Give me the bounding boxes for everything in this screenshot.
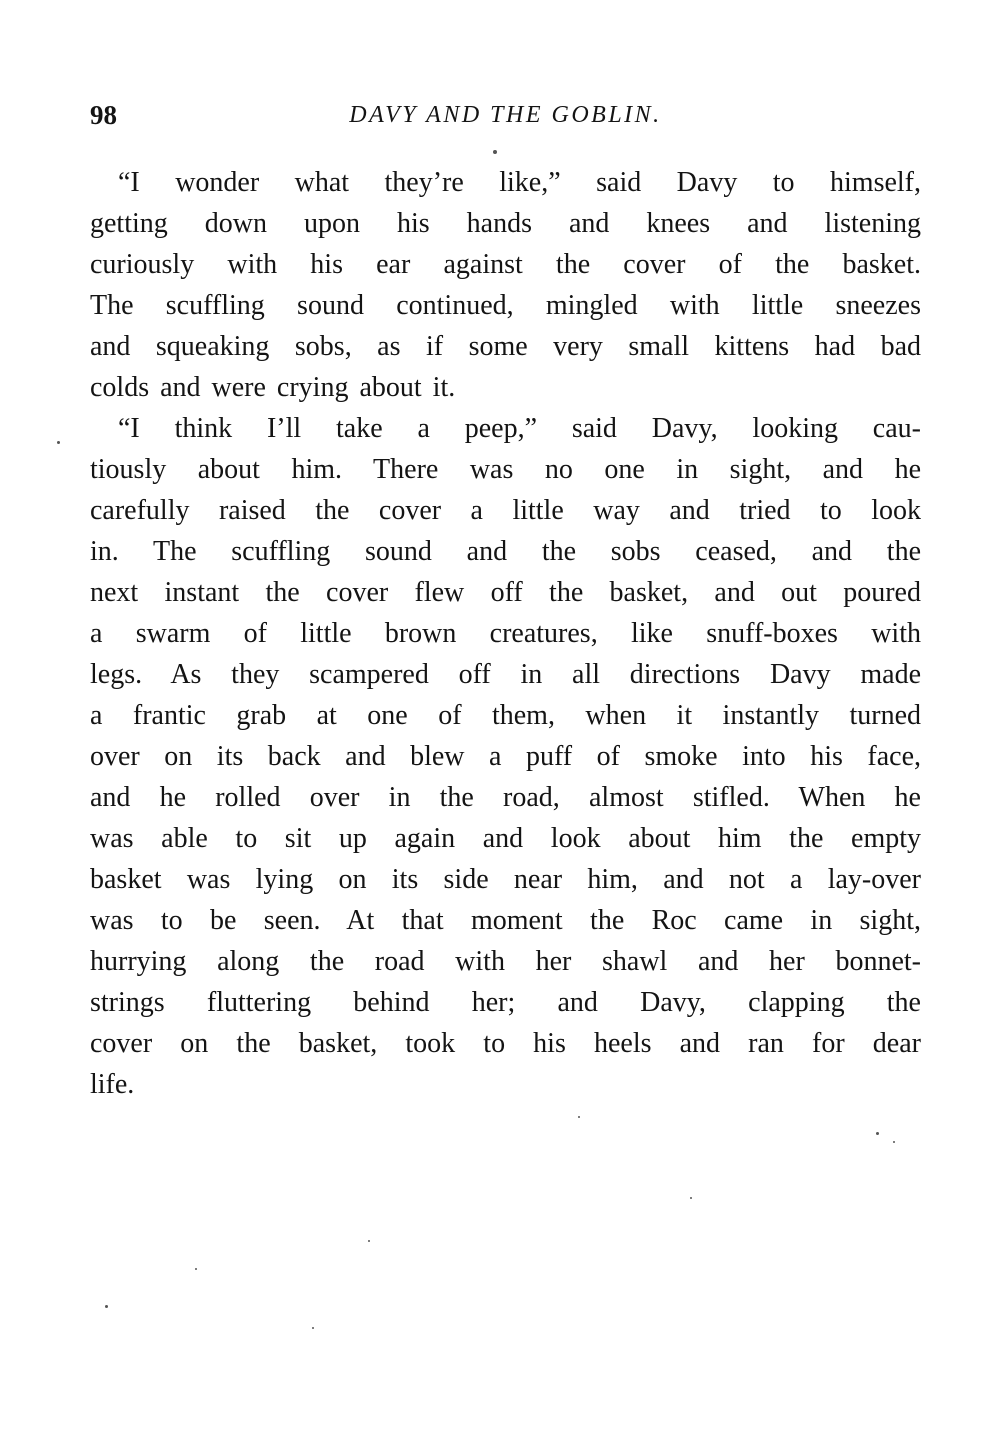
text-line: curiously with his ear against the cover of the basket.	[90, 249, 921, 280]
text-line: legs. As they scampered off in all directions Davy made	[90, 659, 921, 690]
text-line: life.	[90, 1069, 135, 1100]
text-line: cover on the basket, took to his heels and ran for dear	[90, 1028, 921, 1059]
text-line: next instant the cover flew off the basket, and out poured	[90, 577, 921, 608]
scan-speck	[105, 1305, 108, 1308]
text-line: was to be seen. At that moment the Roc came in sight,	[90, 905, 921, 936]
text-line: over on its back and blew a puff of smoke into his face,	[90, 741, 921, 772]
paragraph-2	[90, 408, 921, 1105]
text-line: and squeaking sobs, as if some very small kittens had bad	[90, 331, 921, 362]
scan-speck	[312, 1327, 314, 1329]
text-line: and he rolled over in the road, almost stifled. When he	[90, 782, 921, 813]
page-header	[90, 100, 921, 140]
text-line: The scuffling sound continued, mingled with little sneezes	[90, 290, 921, 321]
scan-speck	[195, 1268, 197, 1270]
text-line: basket was lying on its side near him, and not a lay-over	[90, 864, 921, 895]
text-line: a swarm of little brown creatures, like snuff-boxes with	[90, 618, 921, 649]
text-line: was able to sit up again and look about him the empty	[90, 823, 921, 854]
running-title: DAVY AND THE GOBLIN.	[349, 102, 662, 128]
body-text	[90, 162, 921, 1105]
scan-speck	[57, 441, 60, 444]
text-line: carefully raised the cover a little way and tried to look	[90, 495, 921, 526]
page-number: 98	[90, 100, 117, 130]
paragraph-1	[90, 162, 921, 408]
scan-speck	[893, 1141, 895, 1143]
text-line: a frantic grab at one of them, when it instantly turned	[90, 700, 921, 731]
text-line: “I think I’ll take a peep,” said Davy, looking cau-	[118, 413, 921, 444]
scan-speck	[690, 1197, 692, 1199]
text-line: strings fluttering behind her; and Davy, clapping the	[90, 987, 921, 1018]
text-line: colds and were crying about it.	[90, 372, 456, 403]
scan-speck	[493, 150, 497, 154]
text-line: “I wonder what they’re like,” said Davy to himself,	[118, 167, 921, 198]
scan-speck	[368, 1240, 370, 1242]
text-line: in. The scuffling sound and the sobs ceased, and the	[90, 536, 921, 567]
text-line: hurrying along the road with her shawl and her bonnet-	[90, 946, 921, 977]
scan-speck	[876, 1132, 879, 1135]
scan-speck	[578, 1116, 580, 1118]
text-line: tiously about him. There was no one in sight, and he	[90, 454, 921, 485]
text-line: getting down upon his hands and knees and listening	[90, 208, 921, 239]
